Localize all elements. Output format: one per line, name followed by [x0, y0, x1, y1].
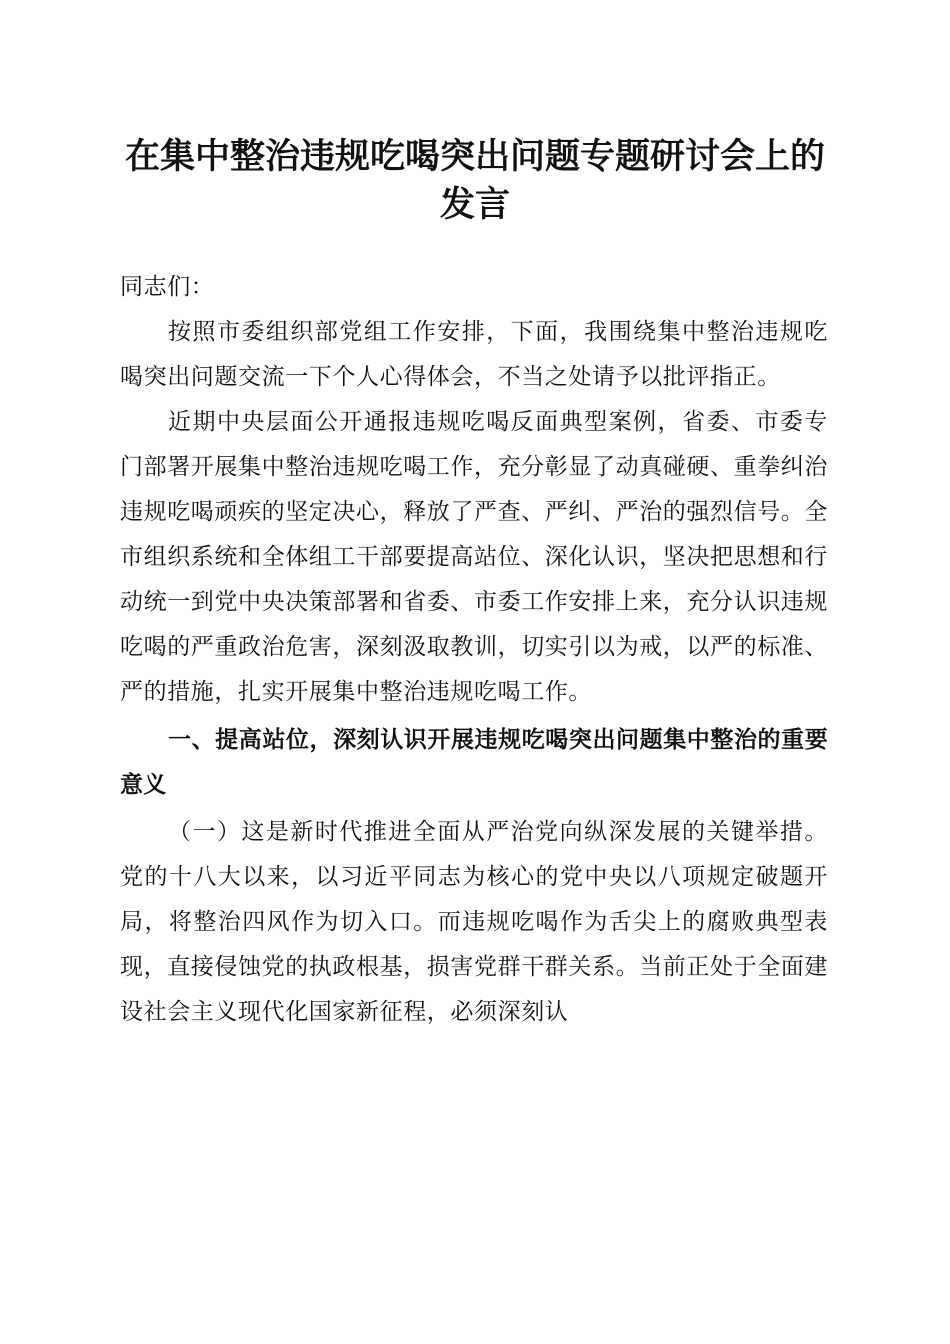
- section-heading-1: 一、提高站位，深刻认识开展违规吃喝突出问题集中整治的重要意义: [120, 727, 828, 798]
- document-title-line-1: 在集中整治违规吃喝突出问题专题研讨会上的: [124, 136, 825, 177]
- document-title: [100, 133, 850, 229]
- background-paragraph: 近期中央层面公开通报违规吃喝反面典型案例，省委、市委专门部署开展集中整治违规吃喝工作，充分彰显了动真碰硬、重拳纠治违规吃喝顽疾的坚定决心，释放了严查、严纠、严治的强烈信号。全市组织系统和全体组工干部要提高站位、深化认识，坚决把思想和行动统一到党中央决策部署和省委、市委工作安排上来，充分认识违规吃喝的严重政治危害，深刻汲取教训，切实引以为戒，以严的标准、严的措施，扎实开展集中整治违规吃喝工作。: [120, 409, 828, 705]
- salutation: 同志们：: [120, 274, 215, 300]
- section-1-paragraph: （一）这是新时代推进全面从严治党向纵深发展的关键举措。党的十八大以来，以习近平同志为核心的党中央以八项规定破题开局，将整治四风作为切入口。而违规吃喝作为舌尖上的腐败典型表现，直接侵蚀党的执政根基，损害党群干群关系。当前正处于全面建设社会主义现代化国家新征程，必须深刻认: [120, 819, 828, 1025]
- document-body: [120, 265, 828, 1035]
- document-title-line-2: 发言: [439, 184, 510, 225]
- intro-paragraph: 按照市委组织部党组工作安排，下面，我围绕集中整治违规吃喝突出问题交流一下个人心得体会，不当之处请予以批评指正。: [120, 319, 828, 390]
